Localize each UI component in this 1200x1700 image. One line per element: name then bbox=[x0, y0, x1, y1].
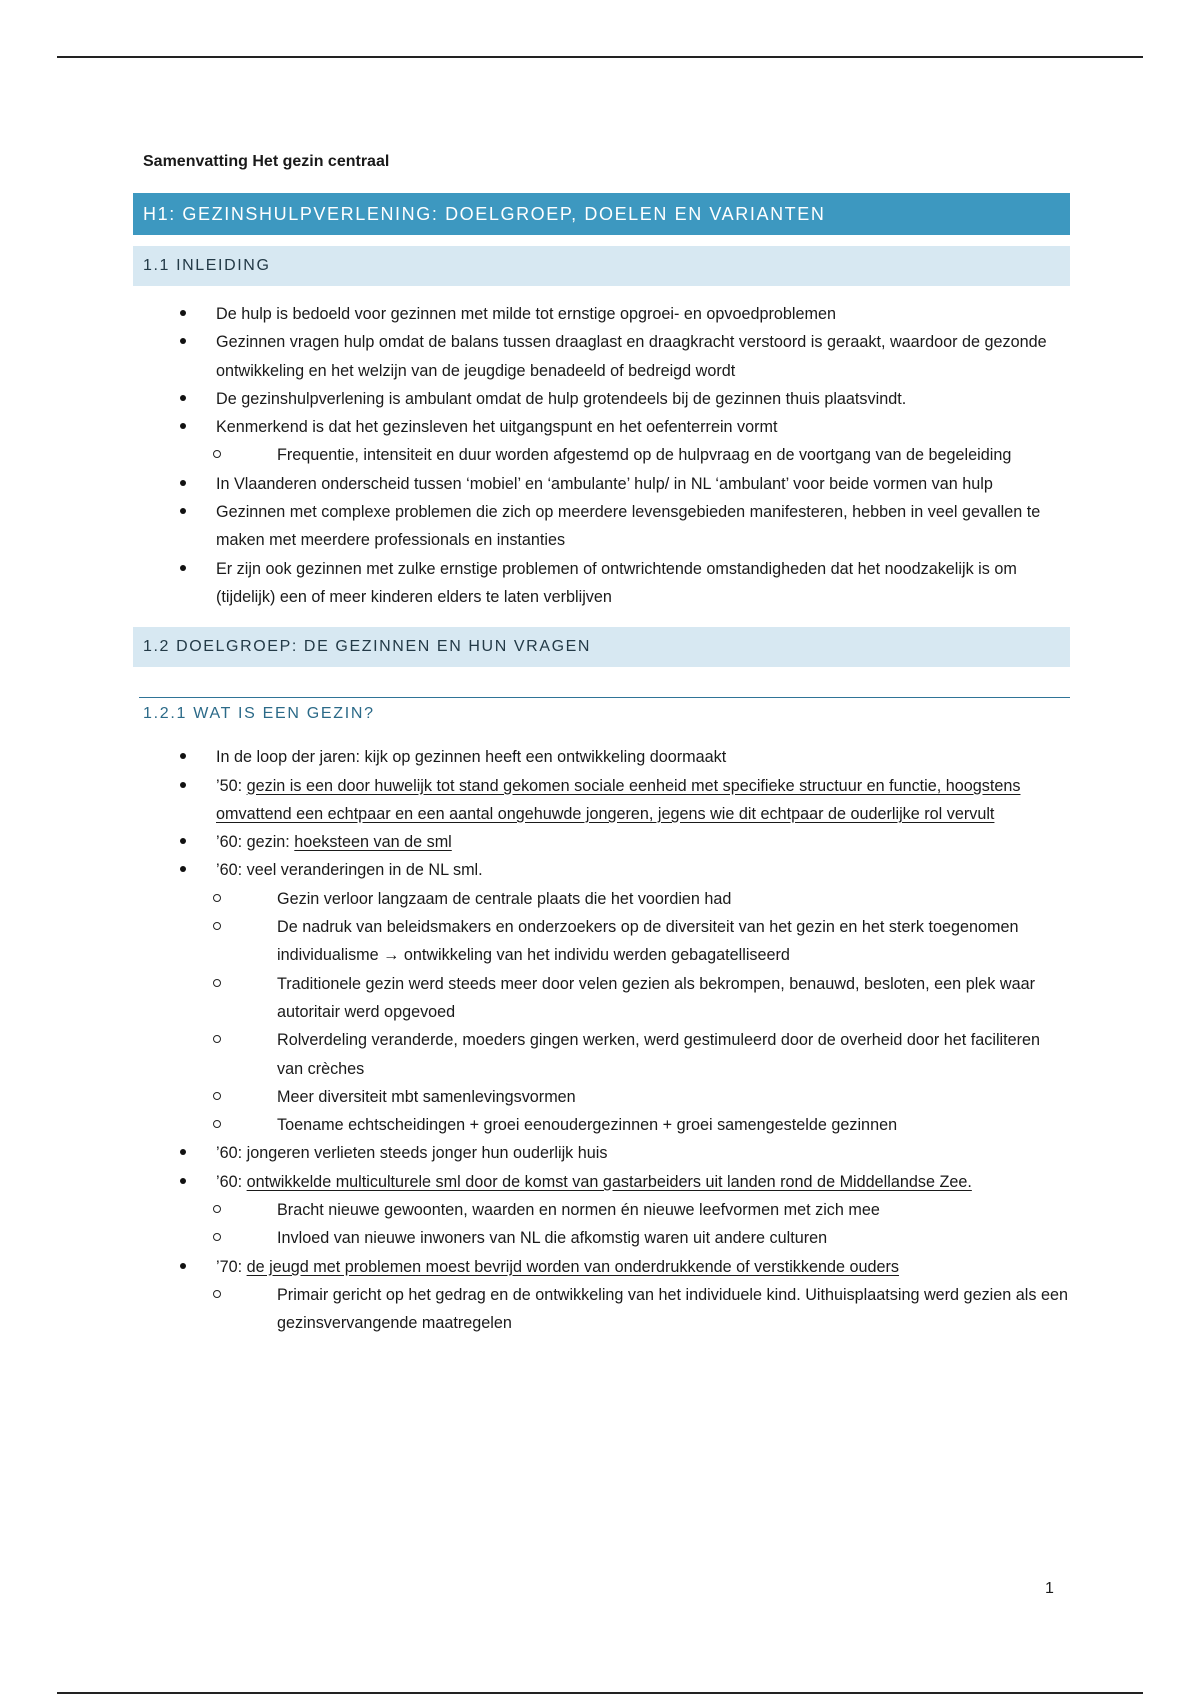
sub-list bbox=[205, 1196, 1070, 1253]
list-item: ’60: jongeren verlieten steeds jonger hun ouderlijk huis bbox=[133, 1139, 1070, 1167]
sub-list-item: Meer diversiteit mbt samenlevingsvormen bbox=[205, 1083, 1070, 1111]
list-item: In de loop der jaren: kijk op gezinnen heeft een ontwikkeling doormaakt bbox=[133, 743, 1070, 771]
bullet-list-1-2-1 bbox=[133, 743, 1070, 1337]
page-number: 1 bbox=[1045, 1580, 1054, 1597]
list-item: ’60: gezin: hoeksteen van de sml bbox=[133, 828, 1070, 856]
sub-list bbox=[205, 885, 1070, 1140]
header-rule bbox=[57, 56, 1143, 58]
sub-list-item: Bracht nieuwe gewoonten, waarden en normen én nieuwe leefvormen met zich mee bbox=[205, 1196, 1070, 1224]
sub-list bbox=[205, 1281, 1070, 1338]
underlined-text: ontwikkelde multiculturele sml door de komst van gastarbeiders uit landen rond de Middellandse Zee. bbox=[246, 1172, 972, 1191]
page-content bbox=[133, 150, 1070, 1338]
subsection-heading-1-2-1: 1.2.1 WAT IS EEN GEZIN? bbox=[139, 697, 1070, 731]
sub-list-item: Frequentie, intensiteit en duur worden afgestemd op de hulpvraag en de voortgang van de begeleiding bbox=[205, 441, 1070, 469]
sub-list-item: Primair gericht op het gedrag en de ontwikkeling van het individuele kind. Uithuisplaatsing werd gezien als een gezinsvervangende maatregelen bbox=[205, 1281, 1070, 1338]
underlined-text: gezin is een door huwelijk tot stand gekomen sociale eenheid met specifieke structuur en functie, hoogstens omvattend een echtpaar en een aantal ongehuwde jongeren, jegens wie dit echtpaar de ouderlijke rol vervult bbox=[216, 776, 1021, 823]
list-item: ’70: de jeugd met problemen moest bevrijd worden van onderdrukkende of verstikkende ouders Primair gericht op het gedrag en de ontwikkeling van het individuele kind. Uithuisplaatsing werd gezien als een gezinsvervangende maatregelen bbox=[133, 1253, 1070, 1338]
list-item: In Vlaanderen onderscheid tussen ‘mobiel’ en ‘ambulante’ hulp/ in NL ‘ambulant’ voor beide vormen van hulp bbox=[133, 470, 1070, 498]
list-item: Gezinnen vragen hulp omdat de balans tussen draaglast en draagkracht verstoord is geraakt, waardoor de gezonde ontwikkeling en het welzijn van de jeugdige benadeeld of bedreigd wordt bbox=[133, 328, 1070, 385]
section-heading-1-1: 1.1 INLEIDING bbox=[133, 246, 1070, 286]
sub-list-item: Gezin verloor langzaam de centrale plaats die het voordien had bbox=[205, 885, 1070, 913]
list-item: ’50: gezin is een door huwelijk tot stand gekomen sociale eenheid met specifieke structuur en functie, hoogstens omvattend een echtpaar en een aantal ongehuwde jongeren, jegens wie dit echtpaar de ouderlijke rol vervult bbox=[133, 772, 1070, 829]
sub-list-item: Invloed van nieuwe inwoners van NL die afkomstig waren uit andere culturen bbox=[205, 1224, 1070, 1252]
list-item: Gezinnen met complexe problemen die zich op meerdere levensgebieden manifesteren, hebben in veel gevallen te maken met meerdere professionals en instanties bbox=[133, 498, 1070, 555]
section-heading-1-2: 1.2 DOELGROEP: DE GEZINNEN EN HUN VRAGEN bbox=[133, 627, 1070, 667]
list-item: ’60: ontwikkelde multiculturele sml door de komst van gastarbeiders uit landen rond de Middellandse Zee. Bracht nieuwe gewoonten, waarden en normen én nieuwe leefvormen met zich mee Invloed van nieuwe inwoners van NL die afkomstig waren uit andere culturen bbox=[133, 1168, 1070, 1253]
sub-list-item: Traditionele gezin werd steeds meer door velen gezien als bekrompen, benauwd, besloten, een plek waar autoritair werd opgevoed bbox=[205, 970, 1070, 1027]
footer-rule bbox=[57, 1692, 1143, 1694]
underlined-text: hoeksteen van de sml bbox=[294, 833, 452, 852]
list-item: Er zijn ook gezinnen met zulke ernstige problemen of ontwrichtende omstandigheden dat het noodzakelijk is om (tijdelijk) een of meer kinderen elders te laten verblijven bbox=[133, 555, 1070, 612]
chapter-heading: H1: GEZINSHULPVERLENING: DOELGROEP, DOELEN EN VARIANTEN bbox=[133, 193, 1070, 235]
list-item: De gezinshulpverlening is ambulant omdat de hulp grotendeels bij de gezinnen thuis plaatsvindt. bbox=[133, 385, 1070, 413]
sub-list bbox=[205, 441, 1070, 469]
sub-list-item: De nadruk van beleidsmakers en onderzoekers op de diversiteit van het gezin en het sterk toegenomen individualisme → ontwikkeling van het individu werden gebagatelliseerd bbox=[205, 913, 1070, 970]
list-item: Kenmerkend is dat het gezinsleven het uitgangspunt en het oefenterrein vormt Frequentie, intensiteit en duur worden afgestemd op de hulpvraag en de voortgang van de begeleiding bbox=[133, 413, 1070, 470]
list-item: ’60: veel veranderingen in de NL sml. Gezin verloor langzaam de centrale plaats die het voordien had De nadruk van beleidsmakers en onderzoekers op de diversiteit van het gezin en het sterk toegenomen individualisme → ontwikkeling van het individu werden gebagatelliseerd Traditionele gezin werd steeds meer door velen gezien als bekrompen, benauwd, besloten, een plek waar autoritair werd opgevoed Rolverdeling veranderde, moeders gingen werken, werd gestimuleerd door de overheid door het faciliteren van crèches Meer diversiteit mbt samenlevingsvormen Toename echtscheidingen + groei eenoudergezinnen + groei samengestelde gezinnen bbox=[133, 856, 1070, 1139]
bullet-list-1-1 bbox=[133, 300, 1070, 611]
document-title: Samenvatting Het gezin centraal bbox=[143, 153, 390, 170]
underlined-text: de jeugd met problemen moest bevrijd worden van onderdrukkende of verstikkende ouders bbox=[246, 1257, 899, 1276]
list-item: De hulp is bedoeld voor gezinnen met milde tot ernstige opgroei- en opvoedproblemen bbox=[133, 300, 1070, 328]
sub-list-item: Rolverdeling veranderde, moeders gingen werken, werd gestimuleerd door de overheid door het faciliteren van crèches bbox=[205, 1026, 1070, 1083]
sub-list-item: Toename echtscheidingen + groei eenoudergezinnen + groei samengestelde gezinnen bbox=[205, 1111, 1070, 1139]
